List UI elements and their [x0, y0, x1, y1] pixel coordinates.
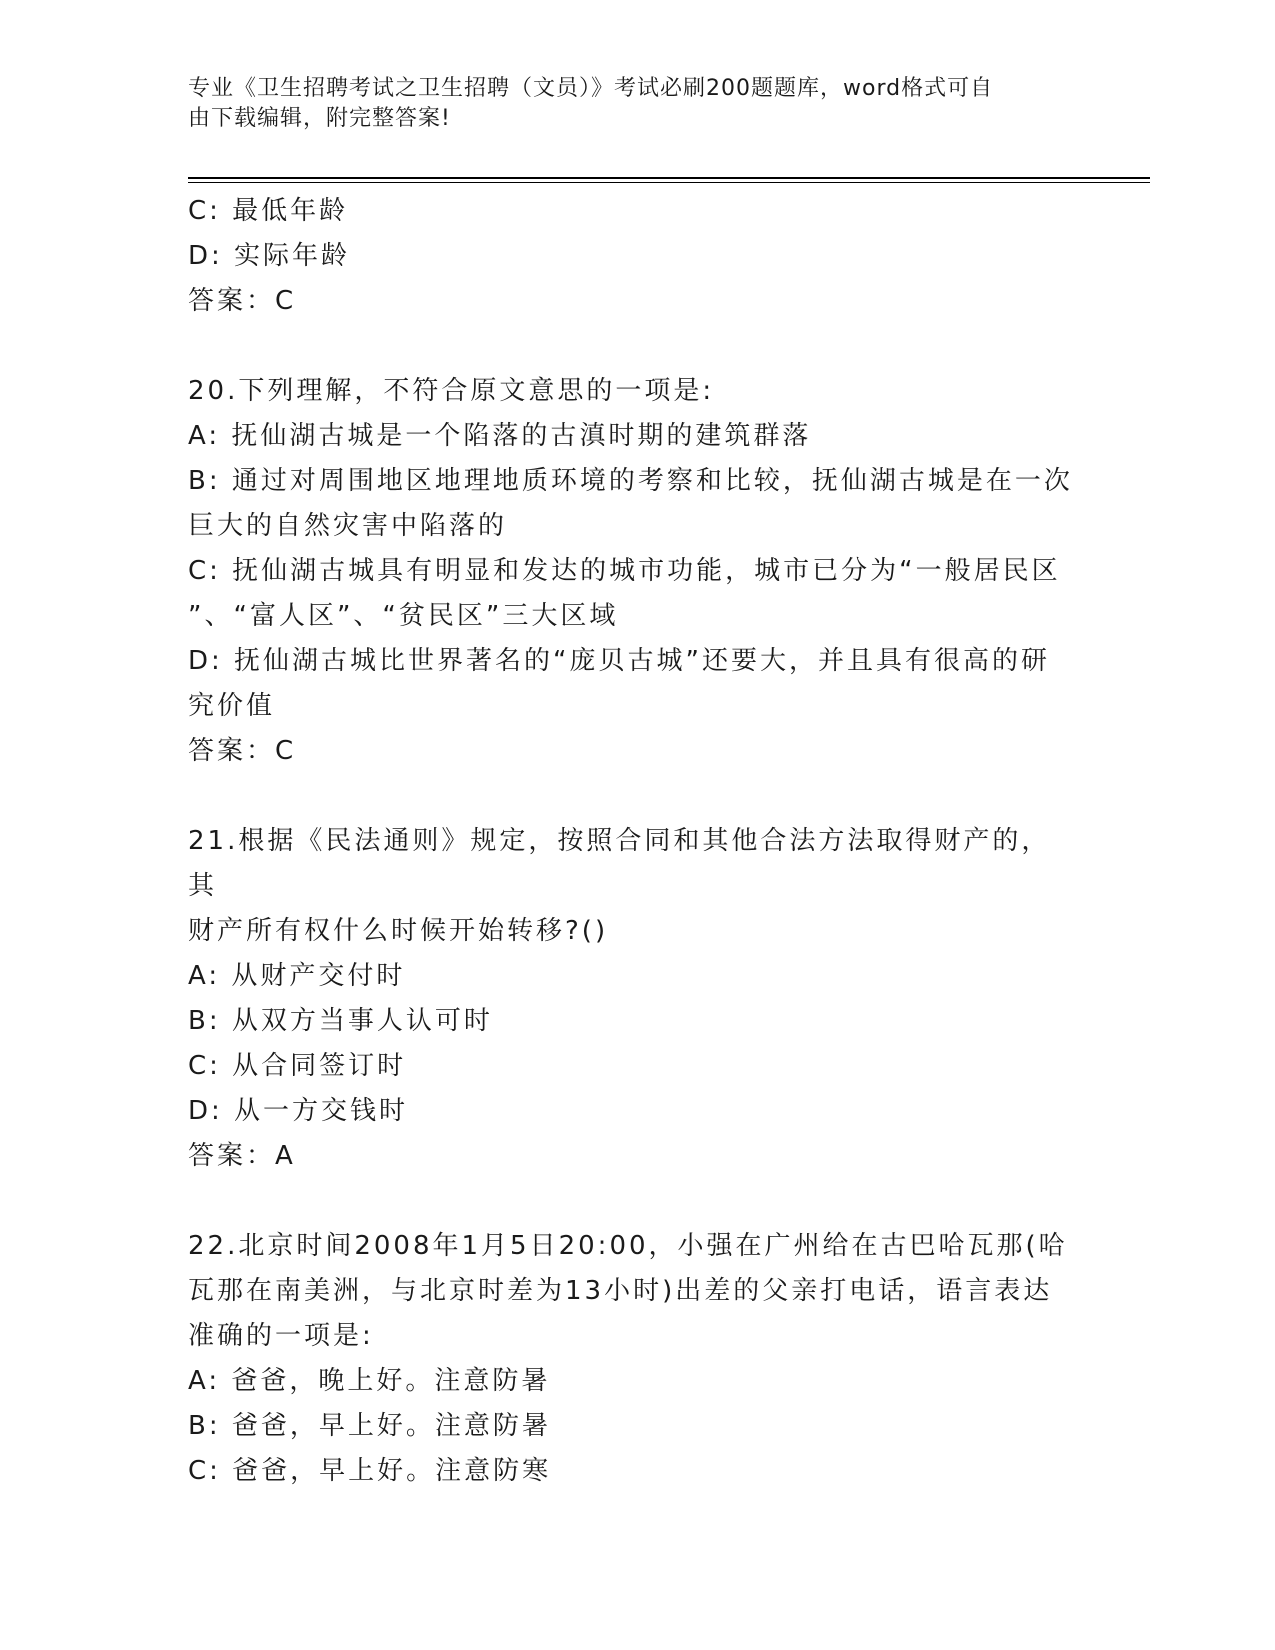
option-line: C: 从合同签订时 — [188, 1051, 407, 1081]
question-block — [188, 819, 1078, 1179]
option-line: D: 实际年龄 — [188, 241, 351, 271]
option-line: A: 爸爸，晚上好。注意防暑 — [188, 1366, 551, 1396]
question-list — [188, 189, 1078, 1494]
question-block — [188, 189, 1078, 324]
spacer — [188, 324, 1078, 369]
answer-line: 答案：C — [188, 286, 297, 316]
option-line: C: 抚仙湖古城具有明显和发达的城市功能，城市已分为“一般居民区 — [188, 556, 1061, 586]
header-divider — [188, 182, 1150, 183]
option-line: D: 从一方交钱时 — [188, 1096, 409, 1126]
question-stem: 20.下列理解，不符合原文意思的一项是: — [188, 376, 715, 406]
option-line: A: 抚仙湖古城是一个陷落的古滇时期的建筑群落 — [188, 421, 812, 451]
option-line: D: 抚仙湖古城比世界著名的“庞贝古城”还要大，并且具有很高的研 — [188, 646, 1050, 676]
spacer — [188, 1179, 1078, 1224]
option-line: B: 从双方当事人认可时 — [188, 1006, 493, 1036]
option-line: C: 爸爸，早上好。注意防寒 — [188, 1456, 552, 1486]
option-line: A: 从财产交付时 — [188, 961, 406, 991]
header-divider — [188, 177, 1150, 179]
question-block — [188, 369, 1078, 774]
question-block — [188, 1224, 1078, 1494]
option-line: ”、“富人区”、“贫民区”三大区域 — [188, 601, 619, 631]
spacer — [188, 774, 1078, 819]
answer-line: 答案：A — [188, 1141, 296, 1171]
answer-line: 答案：C — [188, 736, 297, 766]
question-stem: 21.根据《民法通则》规定，按照合同和其他合法方法取得财产的，其 — [188, 826, 1051, 901]
question-stem: 瓦那在南美洲，与北京时差为13小时)出差的父亲打电话，语言表达 — [188, 1276, 1053, 1306]
header-line: 专业《卫生招聘考试之卫生招聘（文员）》考试必刷200题题库，word格式可自 — [188, 76, 994, 101]
option-line: C: 最低年龄 — [188, 196, 349, 226]
question-stem: 财产所有权什么时候开始转移?() — [188, 916, 609, 946]
option-line: B: 通过对周围地区地理地质环境的考察和比较，抚仙湖古城是在一次 — [188, 466, 1073, 496]
option-line: B: 爸爸，早上好。注意防暑 — [188, 1411, 551, 1441]
header-line: 由下载编辑，附完整答案! — [188, 106, 451, 131]
page-header — [188, 74, 1068, 134]
question-stem: 22.北京时间2008年1月5日20:00，小强在广州给在古巴哈瓦那(哈 — [188, 1231, 1068, 1261]
option-line: 究价值 — [188, 691, 276, 721]
question-stem: 准确的一项是: — [188, 1321, 374, 1351]
option-line: 巨大的自然灾害中陷落的 — [188, 511, 508, 541]
